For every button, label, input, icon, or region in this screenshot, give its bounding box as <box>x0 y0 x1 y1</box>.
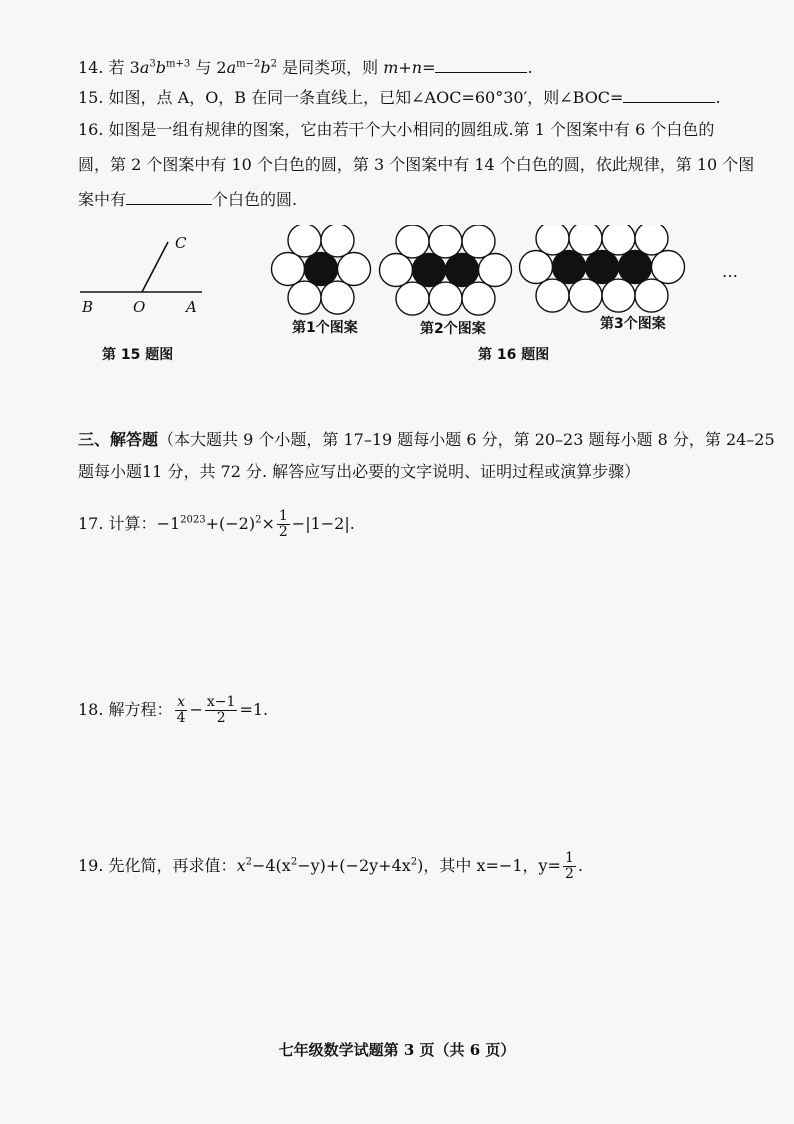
question-16-line1: 16. 如图是一组有规律的图案，它由若干个大小相同的圆组成.第 1 个图案中有 6 个白色的 <box>78 120 715 139</box>
question-16-line3: 案中有 个白色的圆. <box>78 190 298 209</box>
label-c: C <box>175 234 187 252</box>
white-circle <box>635 225 668 255</box>
section-title: 三、解答题 <box>78 430 159 449</box>
figure-16-caption: 第 16 题图 <box>478 347 550 363</box>
question-number: 17. <box>78 514 104 533</box>
pattern-3-caption: 第3个图案 <box>600 316 666 332</box>
question-18: 18. 解方程： $\frac{x}{4}$ − $\frac{x-1}{2}$ =1. <box>78 694 269 726</box>
fraction: $\frac{1}{2}$ <box>278 508 288 540</box>
ray-oc <box>142 242 168 292</box>
figure-15-caption: 第 15 题图 <box>102 347 174 363</box>
page-footer: 七年级数学试题第 3 页（共 6 页） <box>278 1041 516 1059</box>
white-circle <box>396 225 429 258</box>
question-number: 15. <box>78 88 104 107</box>
fraction: $\frac{x-1}{2}$ <box>206 694 236 726</box>
white-circle <box>321 225 354 257</box>
figure-15-angle <box>70 228 220 308</box>
white-circle <box>635 279 668 312</box>
white-circle <box>536 225 569 255</box>
fraction: $\frac{x}{4}$ <box>176 694 186 726</box>
label-b: B <box>82 298 94 316</box>
figure-16-patterns <box>270 225 750 320</box>
answer-blank[interactable] <box>623 88 715 103</box>
white-circle <box>569 225 602 255</box>
white-circle <box>569 279 602 312</box>
ellipsis: … <box>722 262 738 281</box>
white-circle <box>396 282 429 315</box>
label-o: O <box>133 298 146 316</box>
question-number: 18. <box>78 700 104 719</box>
white-circle <box>462 225 495 258</box>
white-circle <box>462 282 495 315</box>
question-number: 19. <box>78 856 104 875</box>
question-number: 14. <box>78 58 104 77</box>
black-circle <box>413 254 446 287</box>
black-circle <box>619 251 652 284</box>
label-a: A <box>186 298 197 316</box>
question-19: 19. 先化简，再求值：$x^2-4(x^2-y)+(-2y+4x^2)$，其中 x=−1，y= $\frac{1}{2}$ . <box>78 850 583 882</box>
question-number: 16. <box>78 120 104 139</box>
white-circle <box>288 281 321 314</box>
section-3-header-line2: 题每小题11 分，共 72 分. 解答应写出必要的文字说明、证明过程或演算步骤） <box>78 462 641 481</box>
question-14: 14. 若 $3a^3b^{m+3}$ 与 $2a^{m-2}b^2$ 是同类项，则 m+n= . <box>78 58 533 77</box>
white-circle <box>429 225 462 258</box>
black-circle <box>586 251 619 284</box>
white-circle <box>272 253 305 286</box>
answer-blank[interactable] <box>435 58 527 73</box>
black-circle <box>305 253 338 286</box>
white-circle <box>321 281 354 314</box>
white-circle <box>602 225 635 255</box>
white-circle <box>520 251 553 284</box>
black-circle <box>446 254 479 287</box>
white-circle <box>652 251 685 284</box>
black-circle <box>553 251 586 284</box>
fraction: $\frac{1}{2}$ <box>564 850 574 882</box>
white-circle <box>479 254 512 287</box>
white-circle <box>536 279 569 312</box>
section-3-header: 三、解答题（本大题共 9 个小题，第 17–19 题每小题 6 分，第 20–23 题每小题 8 分，第 24–25 <box>78 430 775 449</box>
white-circle <box>429 282 462 315</box>
white-circle <box>380 254 413 287</box>
question-17: 17. 计算：$-1^{2023}+(-2)^2\times$ $\frac{1}{2}$ −|1−2|. <box>78 508 355 540</box>
question-16-line2: 圆，第 2 个图案中有 10 个白色的圆，第 3 个图案中有 14 个白色的圆，依此规律，第 10 个图 <box>78 155 755 174</box>
question-15: 15. 如图，点 A，O，B 在同一条直线上，已知∠AOC=60°30′，则∠BOC= . <box>78 88 721 107</box>
pattern-2-caption: 第2个图案 <box>420 321 486 337</box>
white-circle <box>338 253 371 286</box>
white-circle <box>602 279 635 312</box>
answer-blank[interactable] <box>126 190 212 205</box>
pattern-1-caption: 第1个图案 <box>292 320 358 336</box>
white-circle <box>288 225 321 257</box>
